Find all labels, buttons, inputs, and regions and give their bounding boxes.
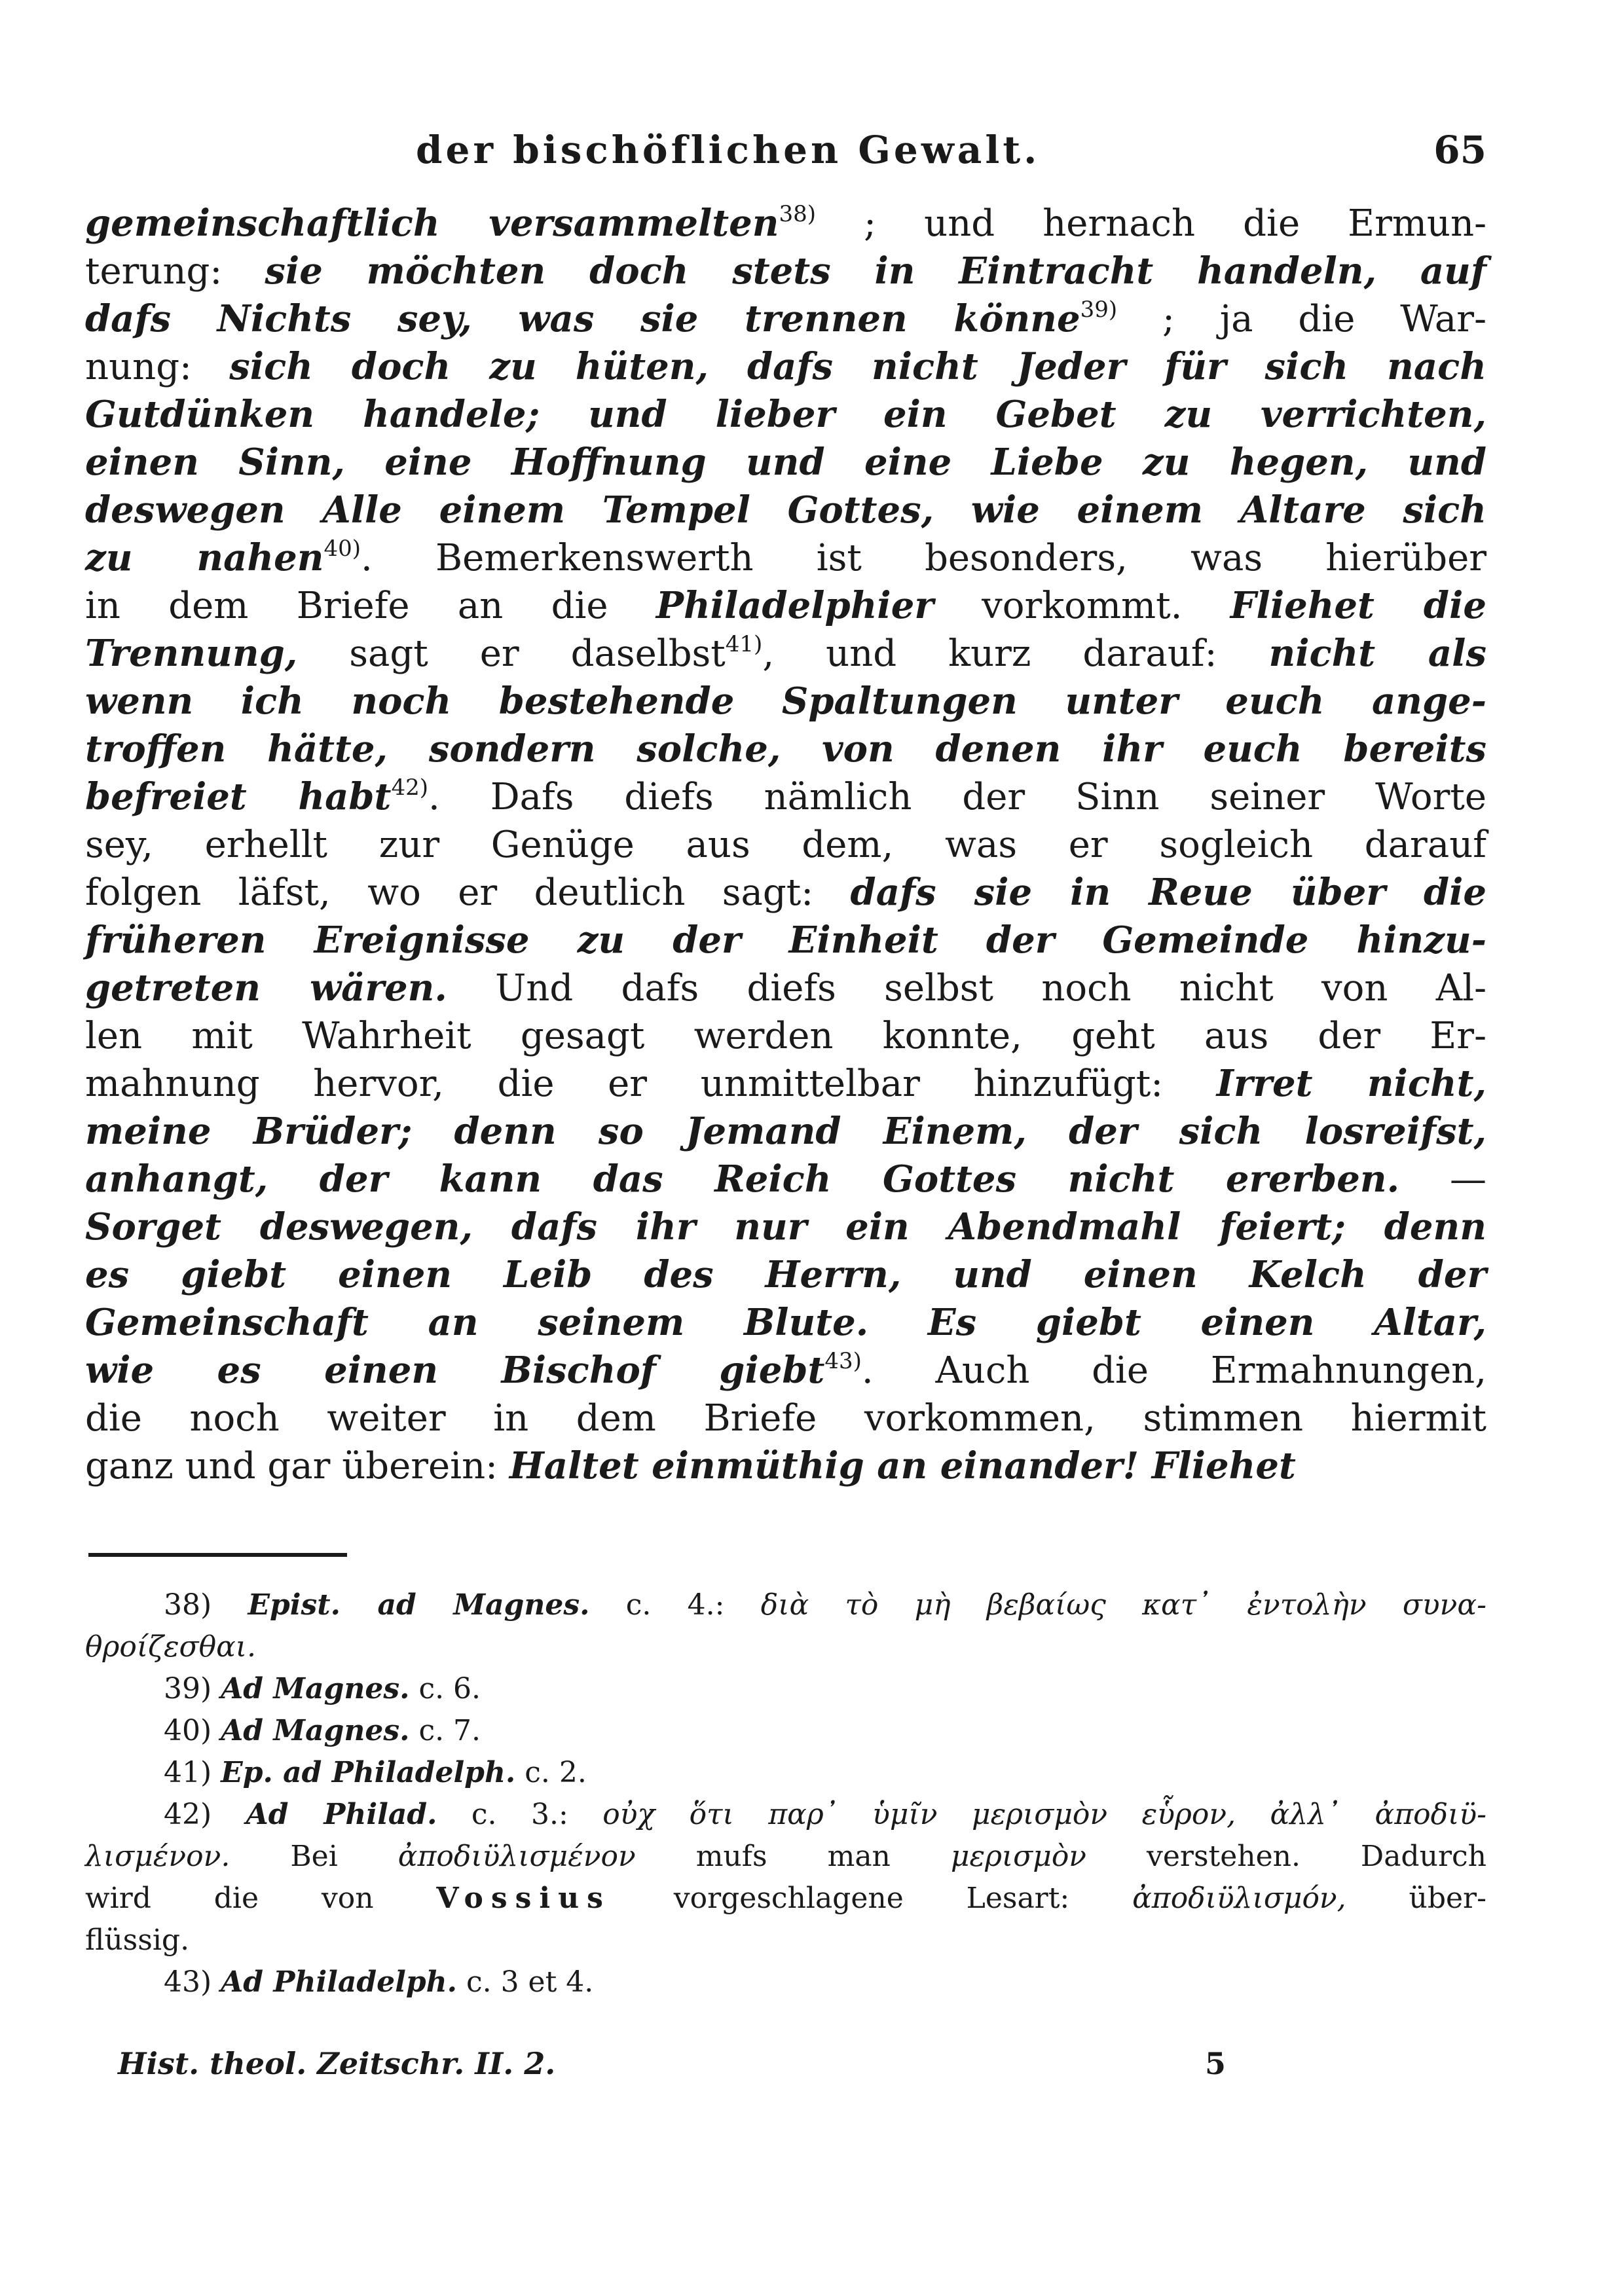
- text-line: [85, 582, 1486, 630]
- greek-text: διὰ τὸ μὴ βεβαίως κατ᾿ ἐντολὴν συνα-: [760, 1588, 1486, 1622]
- footnote-number: 41): [164, 1756, 212, 1789]
- text-span: über-: [1409, 1882, 1486, 1915]
- text-line: [85, 964, 1486, 1012]
- footnote-line: [85, 1836, 1486, 1878]
- text-line: [85, 1203, 1486, 1251]
- text-span: ganz und gar überein:: [85, 1445, 498, 1487]
- emphasis: meine Brüder; denn so Jemand Einem, der sich losreifst,: [85, 1110, 1486, 1153]
- footnote-ref: 41): [725, 631, 763, 657]
- text-line: [85, 630, 1486, 678]
- text-line: [85, 1108, 1486, 1156]
- body-text: [85, 200, 1486, 1490]
- footnotes: [85, 1584, 1486, 2003]
- text-line: [85, 486, 1486, 534]
- footnote-locator: c. 6.: [418, 1672, 481, 1705]
- emphasis: anhangt, der kann das Reich Gottes nicht ererben.: [85, 1157, 1400, 1201]
- text-span: die noch weiter in dem Briefe vorkommen, stimmen hiermit: [85, 1397, 1486, 1440]
- text-span: terung:: [85, 250, 223, 293]
- footnote-locator: c. 7.: [418, 1714, 481, 1747]
- emphasis: früheren Ereignisse zu der Einheit der Gemeinde hinzu-: [85, 919, 1486, 962]
- footnote-line: [85, 1752, 1486, 1794]
- text-line: [85, 1442, 1486, 1490]
- emphasis: troffen hätte, sondern solche, von denen ihr euch bereits: [85, 727, 1486, 771]
- journal-signature-line: Hist. theol. Zeitschr. II. 2.: [118, 2046, 556, 2081]
- footnote-39: [85, 1668, 1486, 1710]
- footnote-source: Epist. ad Magnes.: [248, 1588, 590, 1622]
- sheet-signature: 5: [1205, 2046, 1227, 2081]
- footnote-43: [85, 1961, 1486, 2003]
- text-line: [85, 534, 1486, 582]
- footnote-number: 38): [164, 1588, 212, 1622]
- footnote-locator: c. 4.:: [625, 1588, 725, 1622]
- text-span: . Auch die Ermahnungen,: [861, 1349, 1486, 1392]
- emphasis: sie möchten doch stets in Eintracht handeln, auf: [265, 249, 1486, 293]
- author-name: Vossius: [436, 1882, 611, 1915]
- footnote-41: [85, 1752, 1486, 1794]
- footnote-line: [85, 1920, 1486, 1961]
- text-span: sagt er daselbst: [349, 632, 726, 675]
- text-line: [85, 773, 1486, 821]
- footnote-line: [85, 1584, 1486, 1626]
- emphasis: Sorget deswegen, dafs ihr nur ein Abendmahl feiert; denn: [85, 1205, 1486, 1248]
- footnote-ref: 38): [779, 201, 817, 227]
- emphasis: Gutdünken handele; und lieber ein Gebet zu verrichten,: [85, 393, 1486, 436]
- text-line: [85, 725, 1486, 773]
- text-line: [85, 1251, 1486, 1299]
- text-line: [85, 1156, 1486, 1203]
- footnote-40: [85, 1710, 1486, 1752]
- text-span: vorgeschlagene Lesart:: [673, 1882, 1070, 1915]
- text-span: —: [1450, 1158, 1486, 1201]
- text-span: mahnung hervor, die er unmittelbar hinzufügt:: [85, 1063, 1164, 1105]
- text-line: [85, 678, 1486, 725]
- footnote-number: 43): [164, 1965, 212, 1999]
- text-span: in dem Briefe an die: [85, 585, 608, 627]
- emphasis: nicht als: [1268, 632, 1486, 675]
- greek-text: λισμένον.: [85, 1840, 231, 1873]
- footnote-locator: c. 3.:: [471, 1798, 568, 1831]
- footnote-locator: c. 2.: [525, 1756, 587, 1789]
- footnote-source: Ad Magnes.: [221, 1714, 410, 1747]
- text-span: mufs man: [695, 1840, 891, 1873]
- running-head: [85, 128, 1486, 180]
- emphasis: wenn ich noch bestehende Spaltungen unter euch ange-: [85, 680, 1486, 723]
- footnote-locator: c. 3 et 4.: [466, 1965, 594, 1999]
- text-line: [85, 1299, 1486, 1347]
- footnote-line: [85, 1961, 1486, 2003]
- text-span: nung:: [85, 346, 192, 388]
- footnote-line: [85, 1626, 1486, 1668]
- emphasis: befreiet habt: [85, 775, 392, 818]
- footnote-42: [85, 1794, 1486, 1961]
- text-span: vorkommt.: [982, 585, 1183, 627]
- footnote-source: Ad Philadelph.: [221, 1965, 457, 1999]
- text-line: [85, 1394, 1486, 1442]
- text-span: . Dafs diefs nämlich der Sinn seiner Worte: [428, 776, 1487, 818]
- emphasis: Fliehet die: [1230, 584, 1486, 627]
- emphasis: Gemeinschaft an seinem Blute. Es giebt einen Altar,: [85, 1301, 1486, 1344]
- text-line: [85, 439, 1486, 486]
- running-head-title: der bischöflichen Gewalt.: [416, 128, 1041, 172]
- page-number: 65: [1433, 128, 1486, 172]
- footnote-ref: 43): [824, 1348, 862, 1374]
- footnote-line: [85, 1710, 1486, 1752]
- text-line: [85, 1060, 1486, 1108]
- text-span: verstehen. Dadurch: [1147, 1840, 1486, 1873]
- footnote-line: [85, 1668, 1486, 1710]
- text-line: [85, 1012, 1486, 1060]
- footnote-number: 42): [164, 1798, 212, 1831]
- emphasis: Philadelphier: [655, 584, 934, 627]
- emphasis: Irret nicht,: [1216, 1062, 1486, 1105]
- emphasis: getreten wären.: [85, 966, 447, 1010]
- footnote-number: 40): [164, 1714, 212, 1747]
- footnote-38: [85, 1584, 1486, 1668]
- footnote-source: Ad Magnes.: [221, 1672, 410, 1705]
- footnote-ref: 42): [391, 774, 428, 801]
- text-span: sey, erhellt zur Genüge aus dem, was er sogleich darauf: [85, 824, 1486, 866]
- greek-text: θροίζεσθαι.: [85, 1630, 257, 1664]
- greek-text: ἀποδιϋλισμόν,: [1132, 1882, 1346, 1915]
- footnote-line: [85, 1878, 1486, 1920]
- text-span: flüssig.: [85, 1923, 190, 1957]
- text-line: [85, 821, 1486, 869]
- greek-text: οὐχ ὅτι παρ᾿ ὑμῖν μερισμὸν εὗρον, ἀλλ᾿ ἀποδιϋ-: [602, 1798, 1486, 1831]
- emphasis: wie es einen Bischof giebt: [85, 1349, 825, 1392]
- text-line: [85, 295, 1486, 343]
- text-line: [85, 1347, 1486, 1394]
- page-footer: [118, 2046, 1486, 2088]
- emphasis: dafs Nichts sey, was sie trennen könne: [85, 297, 1080, 340]
- emphasis: Haltet einmüthig an einander! Fliehet: [509, 1444, 1296, 1487]
- text-span: folgen läfst, wo er deutlich sagt:: [85, 871, 814, 914]
- emphasis: sich doch zu hüten, dafs nicht Jeder für sich nach: [229, 345, 1486, 388]
- emphasis: zu nahen: [85, 536, 324, 579]
- greek-text: ἀποδιϋλισμένον: [397, 1840, 636, 1873]
- text-line: [85, 200, 1486, 247]
- emphasis: einen Sinn, eine Hoffnung und eine Liebe zu hegen, und: [85, 441, 1486, 484]
- footnote-ref: 39): [1080, 297, 1118, 323]
- text-line: [85, 869, 1486, 917]
- text-span: wird die von: [85, 1882, 374, 1915]
- greek-text: μερισμὸν: [950, 1840, 1087, 1873]
- text-span: Und dafs diefs selbst noch nicht von Al-: [495, 967, 1487, 1010]
- footnote-source: Ad Philad.: [246, 1798, 437, 1831]
- footnote-line: [85, 1794, 1486, 1836]
- text-line: [85, 343, 1486, 391]
- emphasis: es giebt einen Leib des Herrn, und einen Kelch der: [85, 1253, 1486, 1296]
- text-line: [85, 391, 1486, 439]
- emphasis: deswegen Alle einem Tempel Gottes, wie einem Altare sich: [85, 488, 1486, 532]
- footnote-number: 39): [164, 1672, 212, 1705]
- text-span: Bei: [290, 1840, 338, 1873]
- text-span: len mit Wahrheit gesagt werden konnte, geht aus der Er-: [85, 1015, 1486, 1057]
- text-line: [85, 917, 1486, 964]
- footnote-rule: [88, 1553, 347, 1557]
- footnote-ref: 40): [323, 536, 361, 562]
- text-span: ; ja die War-: [1162, 298, 1487, 340]
- footnote-source: Ep. ad Philadelph.: [221, 1756, 516, 1789]
- text-line: [85, 247, 1486, 295]
- emphasis: gemeinschaftlich versammelten: [85, 202, 779, 245]
- emphasis: Trennung,: [85, 632, 298, 675]
- text-span: , und kurz darauf:: [762, 632, 1217, 675]
- emphasis: dafs sie in Reue über die: [850, 871, 1487, 914]
- text-span: . Bemerkenswerth ist besonders, was hierüber: [360, 537, 1486, 579]
- text-span: ; und hernach die Ermun-: [864, 202, 1486, 245]
